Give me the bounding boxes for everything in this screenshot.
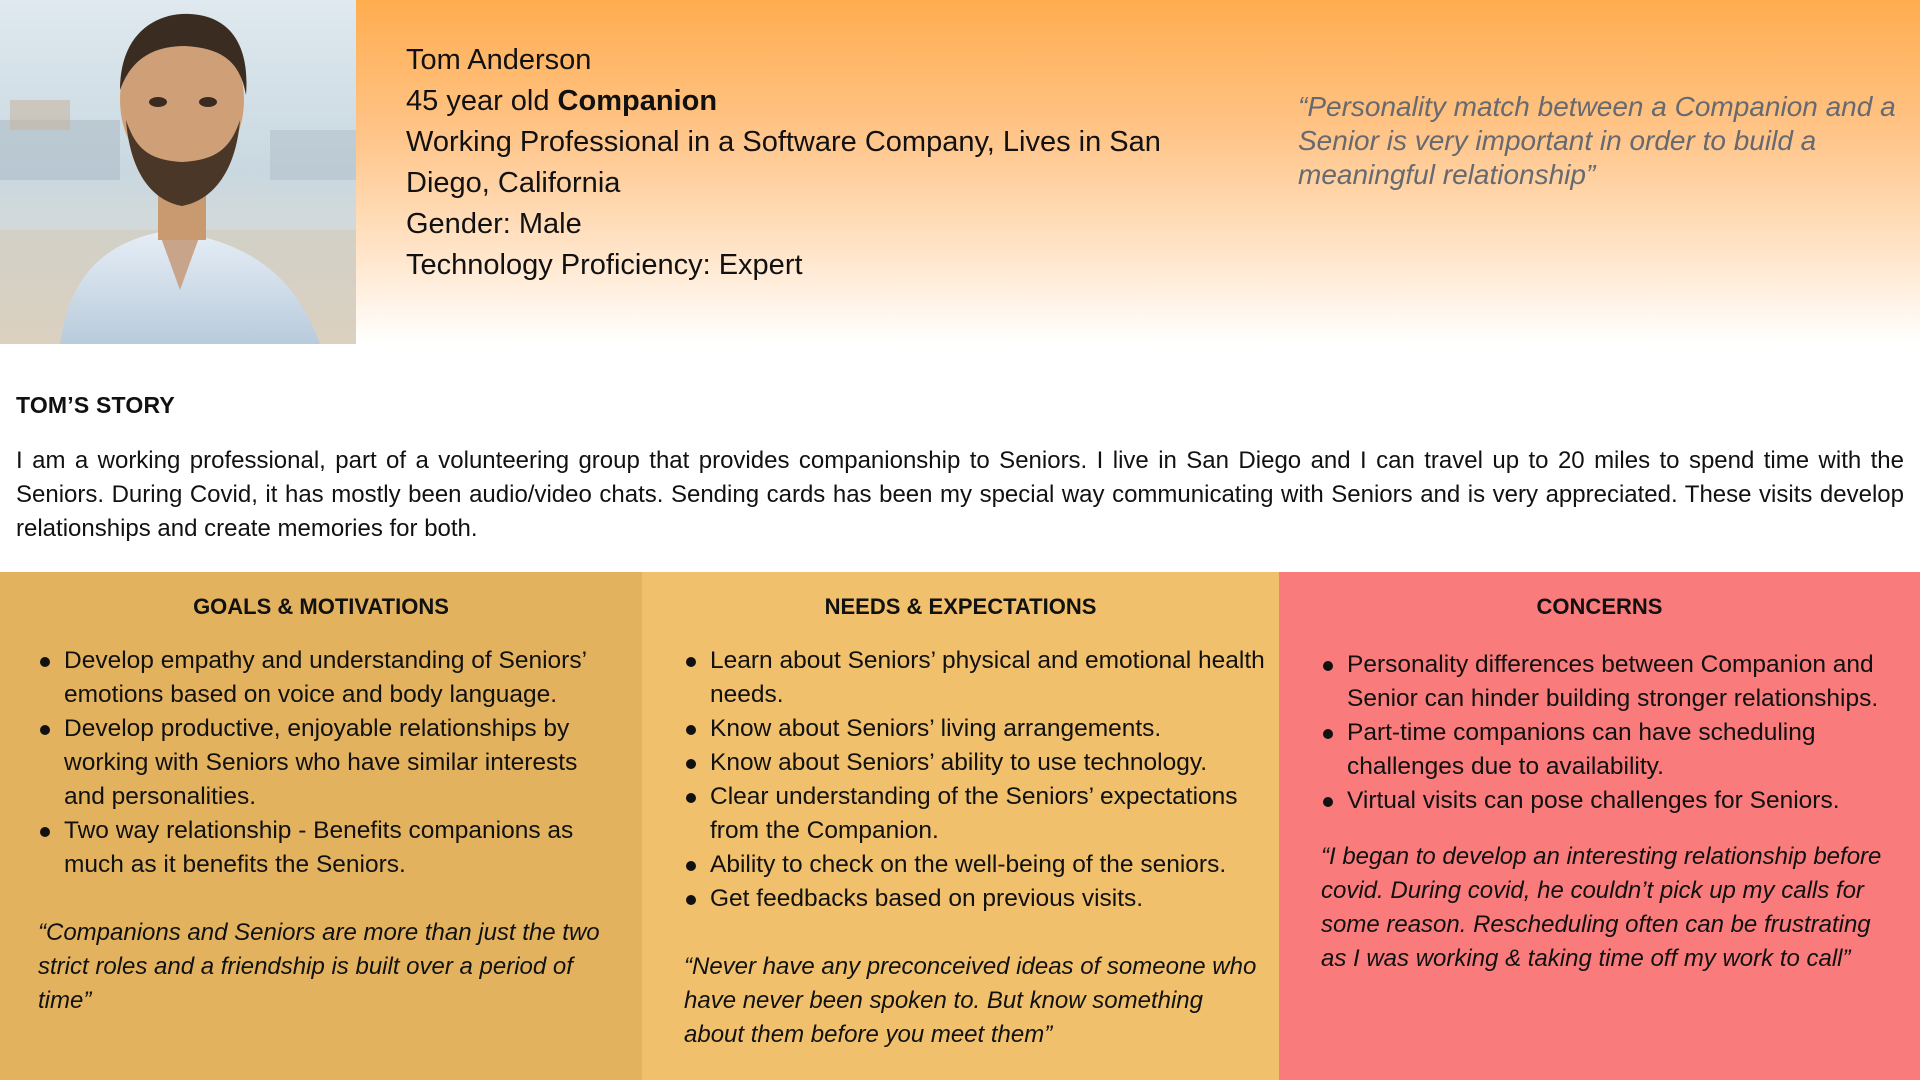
goals-quote: “Companions and Seniors are more than just the two strict roles and a friendship is built over a period of time” xyxy=(38,919,600,1014)
list-item: Know about Seniors’ living arrangements. xyxy=(684,712,1269,746)
concerns-panel xyxy=(1279,572,1920,1080)
concerns-list xyxy=(1321,648,1906,818)
list-item: Clear understanding of the Seniors’ expectations from the Companion. xyxy=(684,780,1269,848)
list-item: Part-time companions can have scheduling challenges due to availability. xyxy=(1321,716,1906,784)
persona-age-role xyxy=(406,81,1206,122)
persona-gender: Gender: Male xyxy=(406,208,582,240)
list-item: Learn about Seniors’ physical and emotional health needs. xyxy=(684,644,1269,712)
story-title: TOM’S STORY xyxy=(16,392,175,418)
goals-list xyxy=(38,644,623,882)
concerns-title: CONCERNS xyxy=(1536,594,1663,619)
list-item: Two way relationship - Benefits companions as much as it benefits the Seniors. xyxy=(38,814,623,882)
concerns-quote: “I began to develop an interesting relationship before covid. During covid, he couldn’t pick up my calls for some reason. Rescheduling often can be frustrating as I was working & taking time off my work to call” xyxy=(1321,843,1882,972)
needs-title: NEEDS & EXPECTATIONS xyxy=(824,594,1097,619)
persona-tech-proficiency: Technology Proficiency: Expert xyxy=(406,249,803,281)
needs-list xyxy=(684,644,1269,916)
goals-title: GOALS & MOTIVATIONS xyxy=(193,594,449,619)
persona-occupation: Working Professional in a Software Company, Lives in San Diego, California xyxy=(406,126,1161,199)
needs-panel xyxy=(642,572,1279,1080)
list-item: Virtual visits can pose challenges for Seniors. xyxy=(1321,784,1906,818)
list-item: Develop empathy and understanding of Seniors’ emotions based on voice and body language. xyxy=(38,644,623,712)
persona-age: 45 year old xyxy=(406,85,558,117)
needs-quote: “Never have any preconceived ideas of someone who have never been spoken to. But know something about them before you meet them” xyxy=(684,953,1257,1048)
persona-header xyxy=(0,0,1920,344)
persona-name: Tom Anderson xyxy=(406,44,592,76)
story-text: I am a working professional, part of a volunteering group that provides companionship to Seniors. I live in San Diego and I can travel up to 20 miles to spend time with the Seniors. During Covid, it has mostly been audio/video chats. Sending cards has been my special way communicating with Seniors and is very appreciated. These visits develop relationships and create memories for both. xyxy=(16,447,1904,542)
goals-panel xyxy=(0,572,642,1080)
list-item: Develop productive, enjoyable relationships by working with Seniors who have similar interests and personalities. xyxy=(38,712,623,814)
portrait-photo-icon xyxy=(0,0,356,344)
list-item: Ability to check on the well-being of the seniors. xyxy=(684,848,1269,882)
list-item: Get feedbacks based on previous visits. xyxy=(684,882,1269,916)
persona-quote: “Personality match between a Companion and a Senior is very important in order to build a meaningful relationship” xyxy=(1298,91,1896,190)
persona-role: Companion xyxy=(557,85,718,117)
list-item: Know about Seniors’ ability to use technology. xyxy=(684,746,1269,780)
list-item: Personality differences between Companion and Senior can hinder building stronger relationships. xyxy=(1321,648,1906,716)
persona-bio xyxy=(406,40,1206,286)
